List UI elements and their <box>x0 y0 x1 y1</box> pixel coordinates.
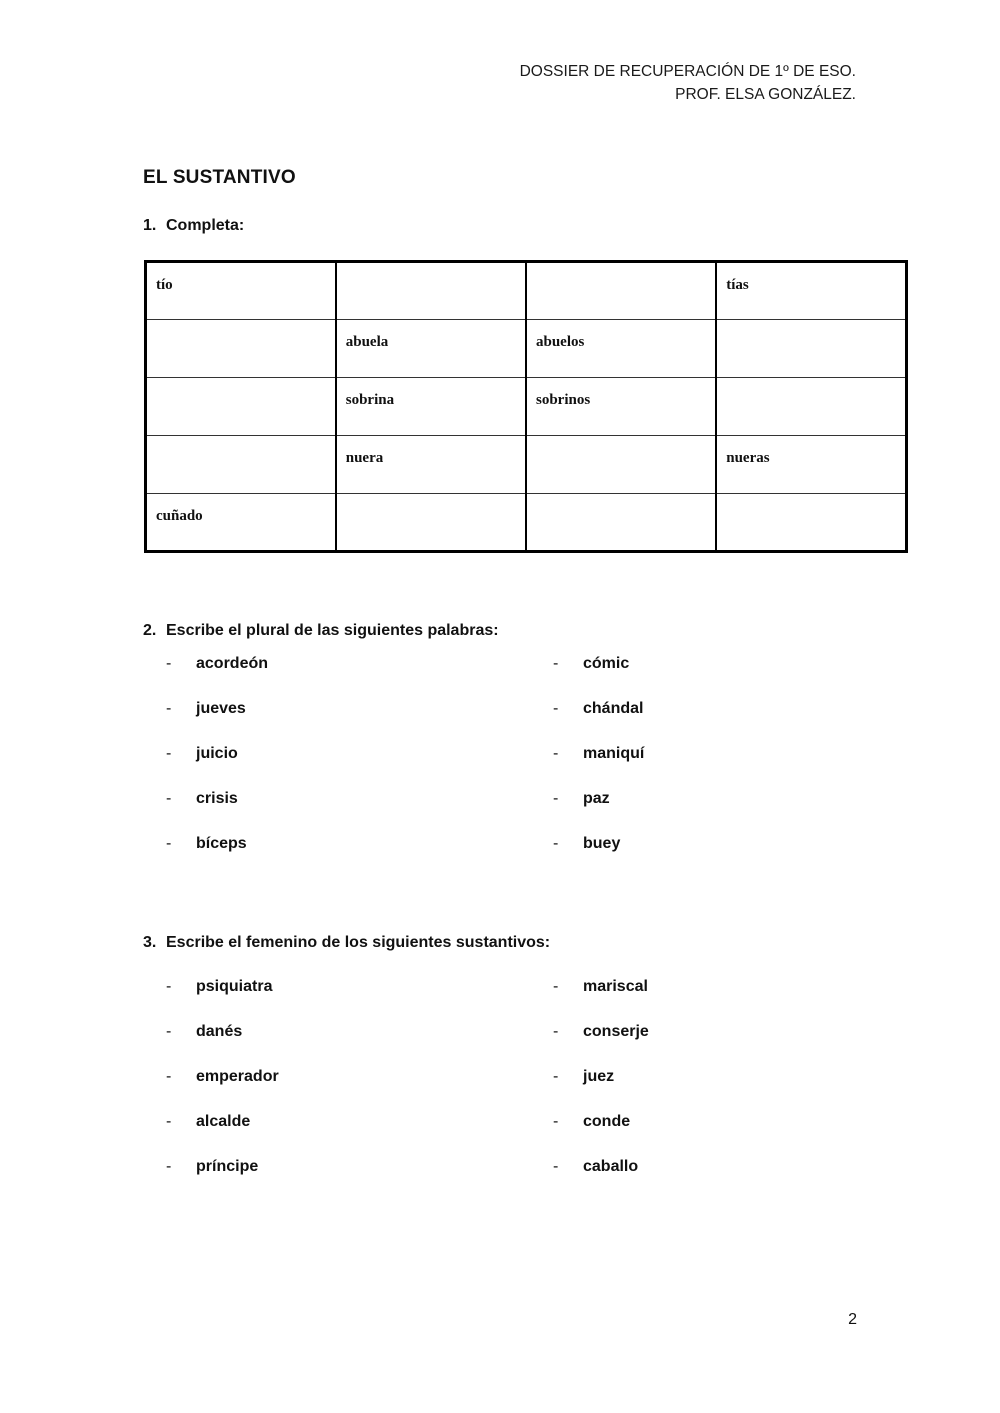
bullet-dash: - <box>166 700 172 717</box>
table-row <box>146 320 907 378</box>
table-cell-text <box>726 378 905 392</box>
table-cell-text: sobrina <box>345 392 395 408</box>
exercise-3-label: Escribe el femenino de los siguientes sustantivos: <box>166 934 551 951</box>
table-cell-text: abuelos <box>536 334 585 350</box>
table-cell-text <box>156 378 335 392</box>
bullet-dash: - <box>553 835 559 852</box>
list-item-word: caballo <box>583 1158 639 1175</box>
table-cell-text <box>536 263 715 277</box>
exercise-3-heading <box>143 934 550 952</box>
bullet-dash: - <box>553 1158 559 1175</box>
table-cell-text <box>346 494 525 508</box>
table-cell-text: tías <box>726 277 749 293</box>
table-cell <box>146 494 336 552</box>
table-cell <box>526 378 716 436</box>
table-cell-text: tío <box>156 277 173 293</box>
bullet-dash: - <box>166 978 172 995</box>
exercise-2-label: Escribe el plural de las siguientes palabras: <box>166 622 499 639</box>
table-cell <box>526 262 716 320</box>
bullet-dash: - <box>553 1113 559 1130</box>
list-item-word: chándal <box>583 700 644 717</box>
bullet-dash: - <box>166 745 172 762</box>
table-cell <box>336 436 526 494</box>
list-item-word: danés <box>196 1023 243 1040</box>
table-cell <box>336 320 526 378</box>
table-cell <box>146 262 336 320</box>
header-line-teacher: PROF. ELSA GONZÁLEZ. <box>675 86 856 103</box>
table-cell-text <box>156 320 335 334</box>
table-cell <box>716 320 906 378</box>
exercise-1-number: 1. <box>143 217 157 234</box>
list-item-word: mariscal <box>583 978 648 995</box>
table-row <box>146 378 907 436</box>
bullet-dash: - <box>553 1023 559 1040</box>
list-item-word: acordeón <box>196 655 269 672</box>
list-item-word: crisis <box>196 790 238 807</box>
table-cell <box>716 262 906 320</box>
exercise-3-number: 3. <box>143 934 157 951</box>
table-cell <box>146 378 336 436</box>
exercise-1-label: Completa: <box>166 217 245 234</box>
list-item-word: juicio <box>196 745 238 762</box>
list-item-word: juez <box>583 1068 615 1085</box>
table-cell-text: cuñado <box>156 508 203 524</box>
table-cell-text <box>536 436 715 450</box>
table-cell <box>146 320 336 378</box>
bullet-dash: - <box>553 1068 559 1085</box>
table-cell-text: sobrinos <box>536 392 591 408</box>
table-cell-text: nuera <box>345 450 384 466</box>
table-cell-text: abuela <box>345 334 389 350</box>
table-cell <box>336 494 526 552</box>
exercise-2-heading <box>143 622 499 640</box>
table-row <box>146 494 907 552</box>
bullet-dash: - <box>553 978 559 995</box>
table-cell-text <box>346 263 525 277</box>
section-title: EL SUSTANTIVO <box>143 167 296 188</box>
table-cell-text: nueras <box>726 450 770 466</box>
table-cell-text <box>536 494 715 508</box>
page-number: 2 <box>848 1311 857 1328</box>
table-cell <box>526 436 716 494</box>
table-cell <box>526 494 716 552</box>
bullet-dash: - <box>553 790 559 807</box>
bullet-dash: - <box>553 745 559 762</box>
table-cell <box>526 320 716 378</box>
bullet-dash: - <box>166 1158 172 1175</box>
bullet-dash: - <box>166 1113 172 1130</box>
bullet-dash: - <box>166 1023 172 1040</box>
list-item-word: psiquiatra <box>196 978 273 995</box>
table-cell <box>336 378 526 436</box>
document-header <box>520 60 856 106</box>
list-item-word: emperador <box>196 1068 279 1085</box>
family-words-table <box>144 260 908 553</box>
exercise-2-number: 2. <box>143 622 157 639</box>
bullet-dash: - <box>166 1068 172 1085</box>
table-cell <box>716 436 906 494</box>
exercise-1-heading <box>143 217 244 235</box>
table-cell-text <box>156 436 335 450</box>
list-item-word: príncipe <box>196 1158 259 1175</box>
bullet-dash: - <box>553 655 559 672</box>
list-item-word: bíceps <box>196 835 247 852</box>
table-cell <box>716 494 906 552</box>
header-line-course: DOSSIER DE RECUPERACIÓN DE 1º DE ESO. <box>519 63 856 80</box>
table-cell <box>336 262 526 320</box>
list-item-word: paz <box>583 790 610 807</box>
list-item-word: jueves <box>196 700 246 717</box>
list-item-word: buey <box>583 835 621 852</box>
bullet-dash: - <box>166 790 172 807</box>
table-cell <box>146 436 336 494</box>
table-cell <box>716 378 906 436</box>
table-cell-text <box>726 320 905 334</box>
table-row <box>146 436 907 494</box>
table-cell-text <box>726 494 905 508</box>
list-item-word: conserje <box>583 1023 649 1040</box>
bullet-dash: - <box>166 655 172 672</box>
list-item-word: maniquí <box>583 745 645 762</box>
bullet-dash: - <box>553 700 559 717</box>
list-item-word: alcalde <box>196 1113 251 1130</box>
table-row <box>146 262 907 320</box>
list-item-word: conde <box>583 1113 631 1130</box>
bullet-dash: - <box>166 835 172 852</box>
list-item-word: cómic <box>583 655 630 672</box>
